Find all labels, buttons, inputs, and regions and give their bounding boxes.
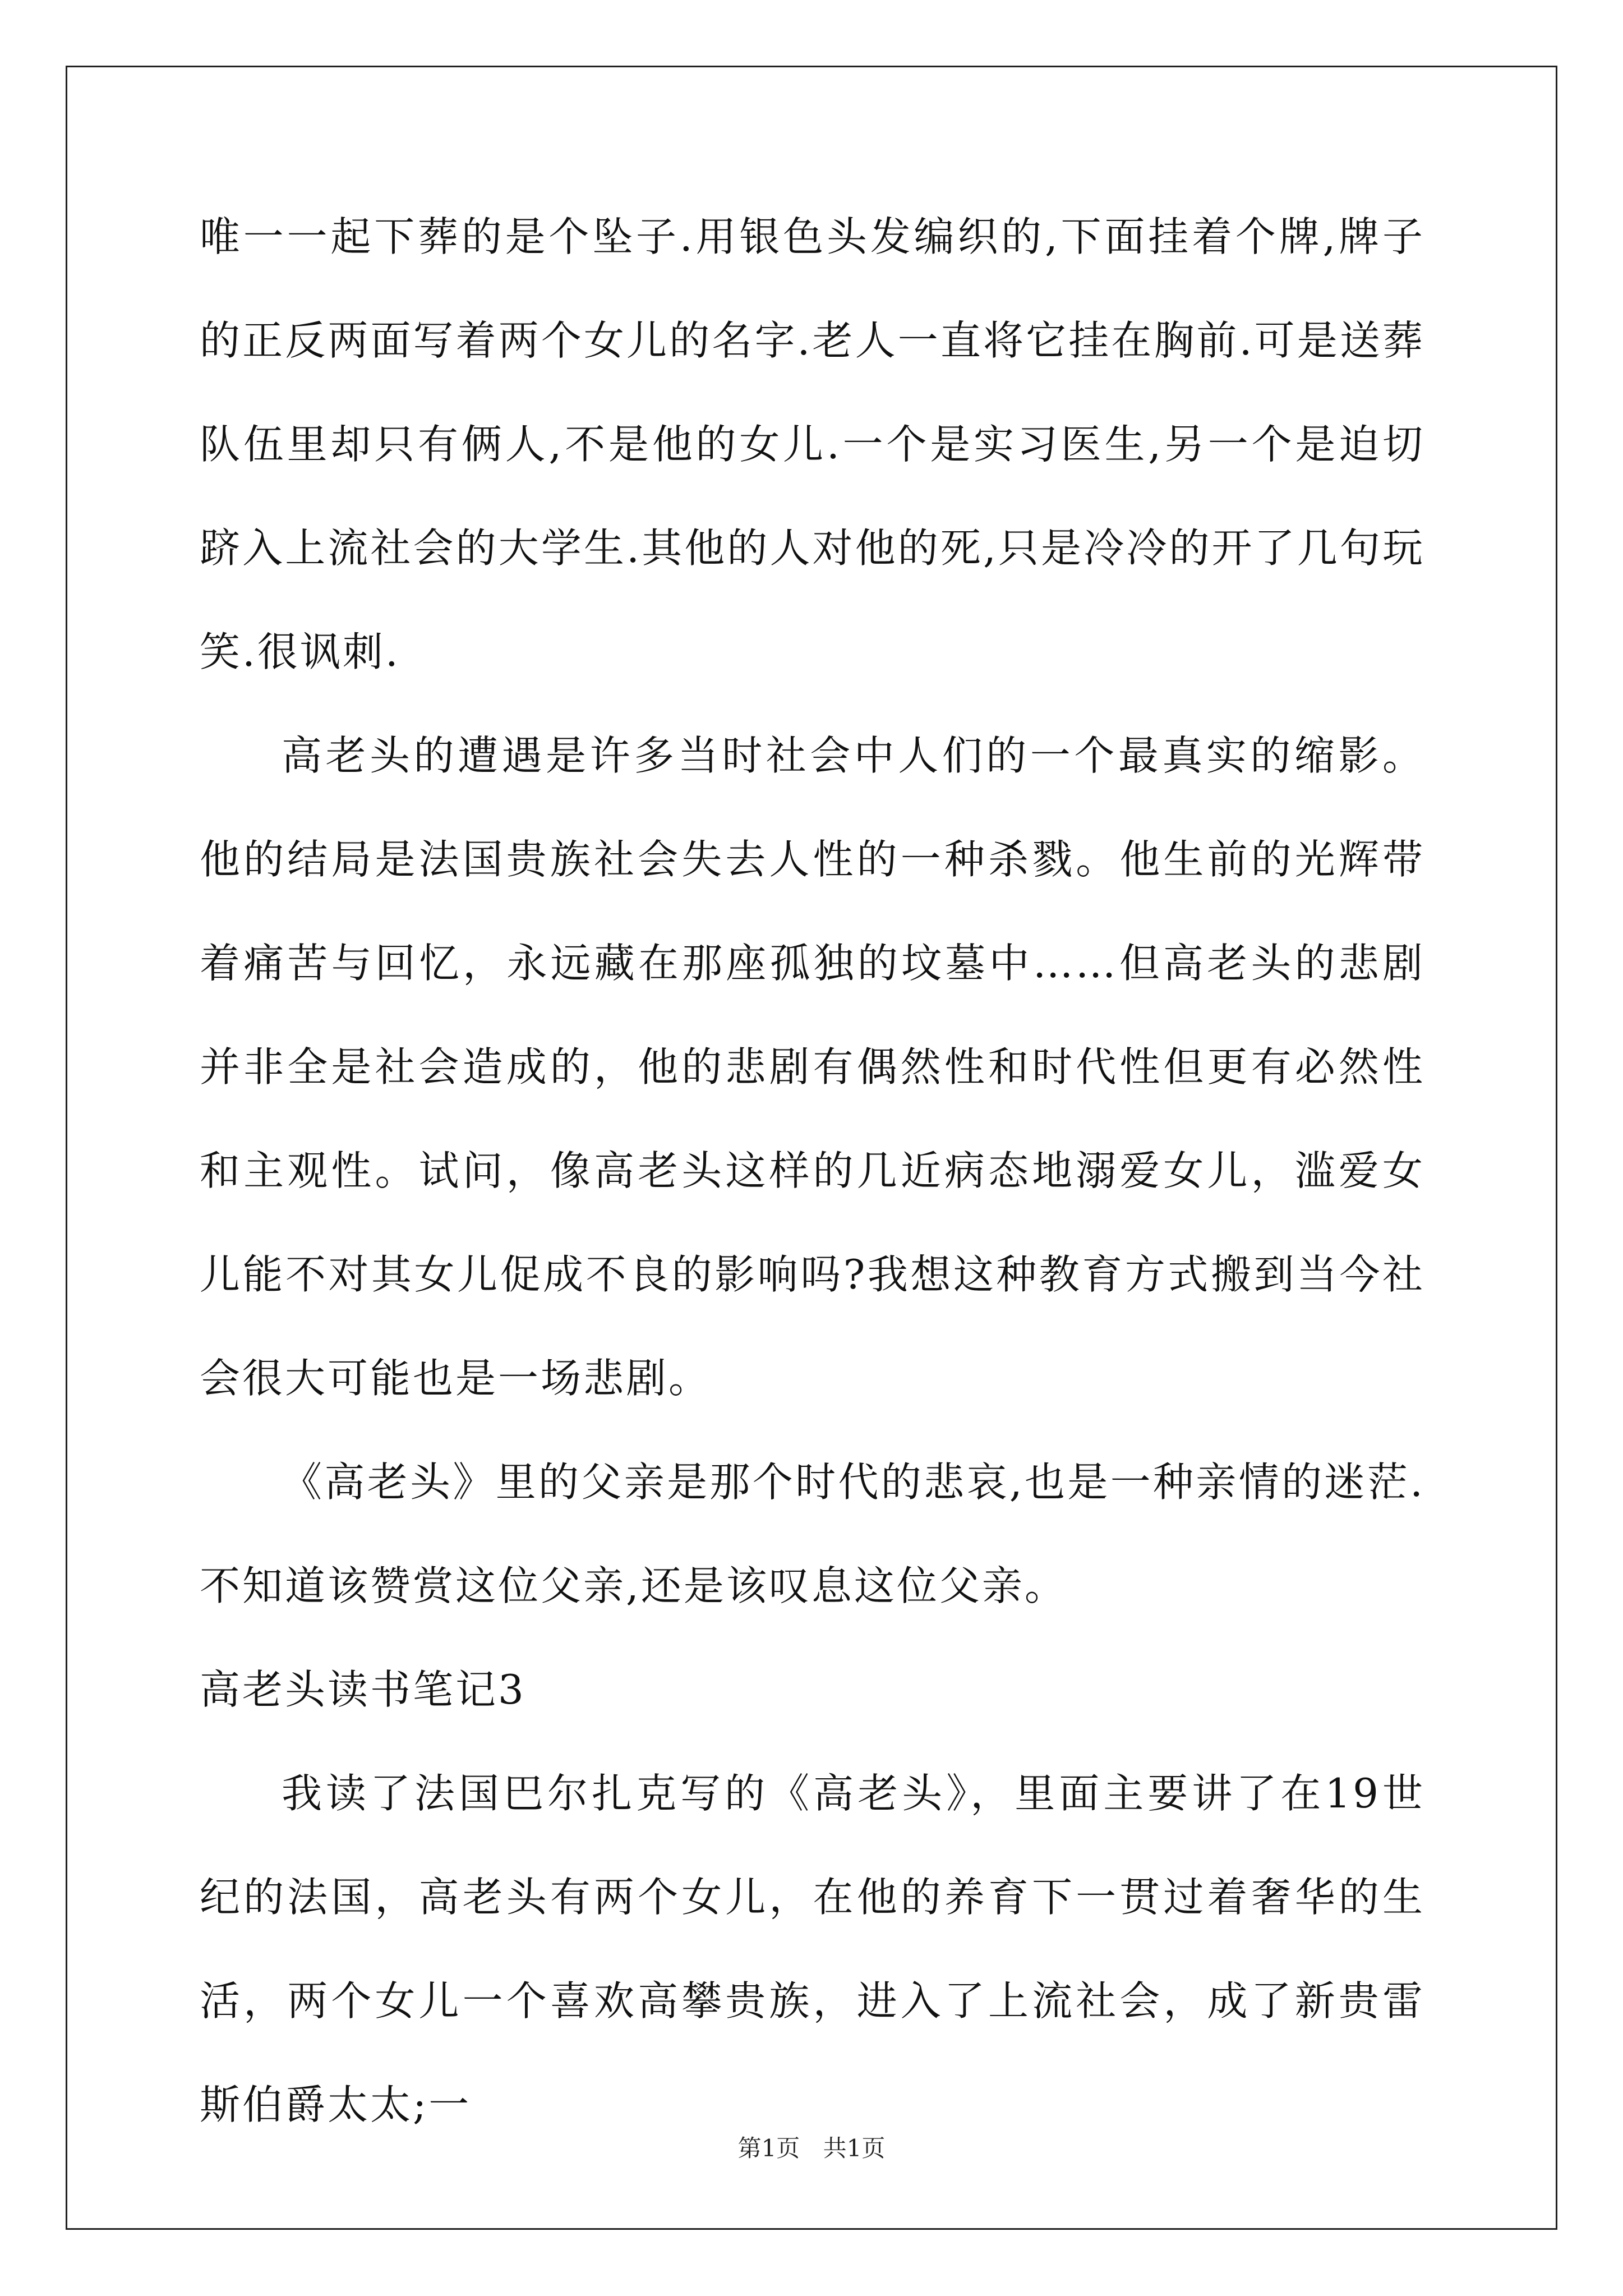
- page-footer: [0, 2130, 1623, 2164]
- section-heading: 高老头读书笔记3: [200, 1666, 526, 1713]
- page-number: 第1页: [737, 2134, 800, 2162]
- paragraph-4: 我读了法国巴尔扎克写的《高老头》，里面主要讲了在19世纪的法国，高老头有两个女儿，在他的养育下一贯过着奢华的生活，两个女儿一个喜欢高攀贵族，进入了上流社会，成了新贵雷斯伯爵太太;一: [200, 1770, 1425, 2128]
- paragraph-1: 唯一一起下葬的是个坠子.用银色头发编织的,下面挂着个牌,牌子的正反两面写着两个女儿的名字.老人一直将它挂在胸前.可是送葬队伍里却只有俩人,不是他的女儿.一个是实习医生,另一个是迫切跻入上流社会的大学生.其他的人对他的死,只是冷冷的开了几句玩笑.很讽刺.: [200, 213, 1425, 675]
- paragraph-3: 《高老头》里的父亲是那个时代的悲哀,也是一种亲情的迷茫.不知道该赞赏这位父亲,还是该叹息这位父亲。: [200, 1458, 1425, 1609]
- page-total: 共1页: [823, 2134, 886, 2162]
- paragraph-2: 高老头的遭遇是许多当时社会中人们的一个最真实的缩影。他的结局是法国贵族社会失去人性的一种杀戮。他生前的光辉带着痛苦与回忆，永远藏在那座孤独的坟墓中……但高老头的悲剧并非全是社会造成的，他的悲剧有偶然性和时代性但更有必然性和主观性。试问，像高老头这样的几近病态地溺爱女儿，滥爱女儿能不对其女儿促成不良的影响吗?我想这种教育方式搬到当今社会很大可能也是一场悲剧。: [200, 732, 1425, 1402]
- document-body: [200, 185, 1425, 2157]
